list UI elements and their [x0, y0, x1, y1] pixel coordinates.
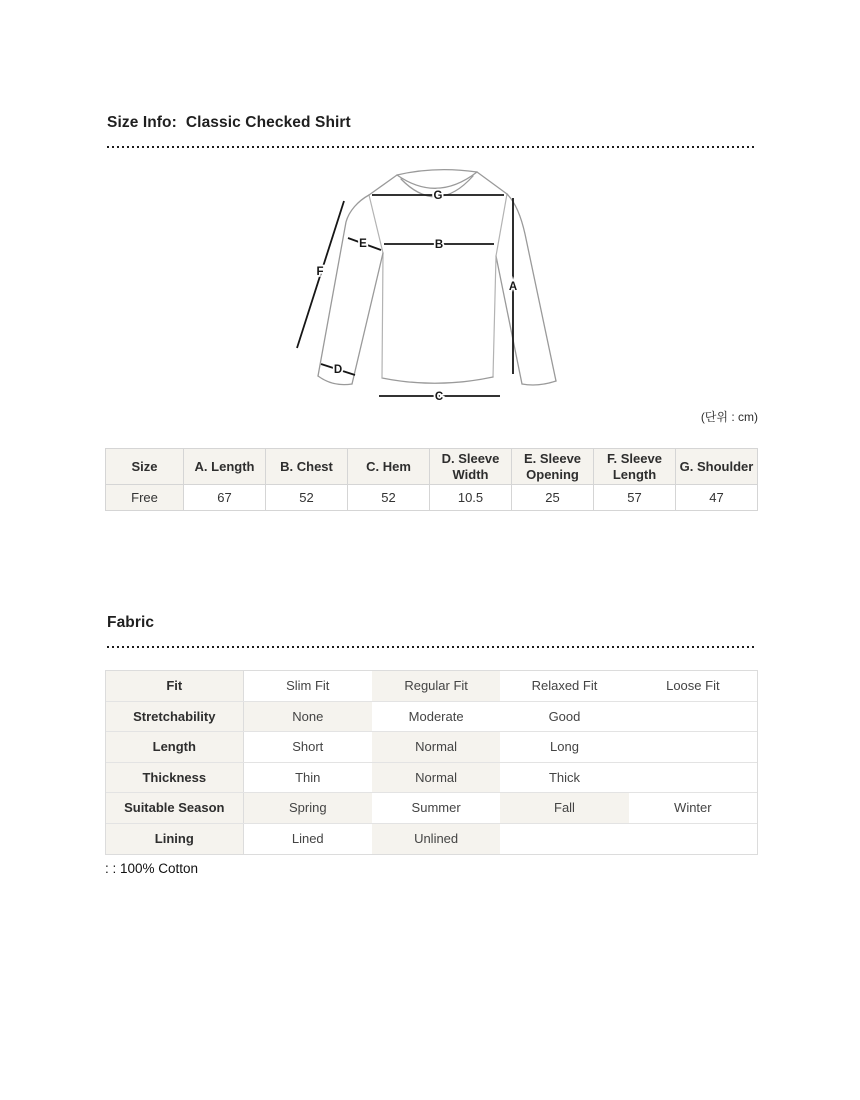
- fabric-option: None: [244, 702, 372, 732]
- size-value-cell: 57: [594, 485, 676, 511]
- fabric-table: [105, 670, 758, 855]
- size-col-header: F. Sleeve Length: [594, 449, 676, 485]
- size-col-header: E. Sleeve Opening: [512, 449, 594, 485]
- size-table-row: [106, 485, 758, 511]
- fabric-heading: Fabric: [107, 614, 155, 631]
- fabric-option: Good: [500, 702, 628, 732]
- fabric-composition-note: : : 100% Cotton: [105, 861, 199, 876]
- label-e: E: [359, 238, 367, 250]
- size-info-page: [105, 0, 758, 1100]
- label-a: A: [508, 281, 518, 293]
- product-name: Classic Checked Shirt: [185, 114, 351, 131]
- size-value-cell: 52: [348, 485, 430, 511]
- size-info-label: Size Info:: [107, 114, 177, 131]
- size-table: [105, 448, 758, 511]
- fabric-option: Lined: [244, 824, 372, 855]
- label-f: F: [316, 266, 324, 278]
- fabric-row-fit: [106, 671, 757, 702]
- fabric-row-label: Lining: [106, 824, 244, 855]
- size-value-cell: 67: [184, 485, 266, 511]
- size-col-header: C. Hem: [348, 449, 430, 485]
- fabric-option: Loose Fit: [629, 671, 757, 701]
- fabric-option-empty: [629, 732, 757, 762]
- fabric-option: Unlined: [372, 824, 500, 855]
- label-g: G: [433, 190, 443, 202]
- fabric-option: Long: [500, 732, 628, 762]
- shirt-measurement-diagram: [288, 164, 572, 412]
- fabric-row-label: Thickness: [106, 763, 244, 793]
- fabric-option: Slim Fit: [244, 671, 372, 701]
- fabric-option: Summer: [372, 793, 500, 823]
- size-col-header: Size: [106, 449, 184, 485]
- dotted-divider: [107, 146, 757, 148]
- label-c: C: [434, 391, 444, 403]
- fabric-row-lining: [106, 824, 757, 855]
- fabric-option: Moderate: [372, 702, 500, 732]
- size-table-header-row: [106, 449, 758, 485]
- fabric-row-label: Length: [106, 732, 244, 762]
- fabric-row-label: Stretchability: [106, 702, 244, 732]
- fabric-option: Regular Fit: [372, 671, 500, 701]
- label-d: D: [333, 364, 343, 376]
- size-info-heading: [107, 114, 351, 132]
- size-value-cell: 25: [512, 485, 594, 511]
- fabric-option: Thick: [500, 763, 628, 793]
- fabric-option: Relaxed Fit: [500, 671, 628, 701]
- fabric-option: Spring: [244, 793, 372, 823]
- dotted-divider: [107, 646, 757, 648]
- size-value-cell: 52: [266, 485, 348, 511]
- fabric-row-label: Suitable Season: [106, 793, 244, 823]
- measure-arrows: [297, 195, 513, 396]
- size-col-header: D. Sleeve Width: [430, 449, 512, 485]
- fabric-option: Short: [244, 732, 372, 762]
- fabric-option: Normal: [372, 763, 500, 793]
- fabric-option-empty: [629, 824, 757, 855]
- fabric-option-empty: [629, 763, 757, 793]
- size-col-header: G. Shoulder: [676, 449, 758, 485]
- size-value-cell: 10.5: [430, 485, 512, 511]
- fabric-option: Winter: [629, 793, 757, 823]
- size-row-label: Free: [106, 485, 184, 511]
- fabric-option-empty: [500, 824, 628, 855]
- fabric-row-suitable-season: [106, 793, 757, 824]
- label-b: B: [434, 239, 444, 251]
- fabric-row-length: [106, 732, 757, 763]
- unit-note: (단위 : cm): [700, 410, 758, 424]
- size-col-header: B. Chest: [266, 449, 348, 485]
- size-col-header: A. Length: [184, 449, 266, 485]
- size-value-cell: 47: [676, 485, 758, 511]
- fabric-row-label: Fit: [106, 671, 244, 701]
- fabric-row-stretchability: [106, 702, 757, 733]
- fabric-option: Thin: [244, 763, 372, 793]
- fabric-option-empty: [629, 702, 757, 732]
- fabric-row-thickness: [106, 763, 757, 794]
- fabric-option: Normal: [372, 732, 500, 762]
- fabric-option: Fall: [500, 793, 628, 823]
